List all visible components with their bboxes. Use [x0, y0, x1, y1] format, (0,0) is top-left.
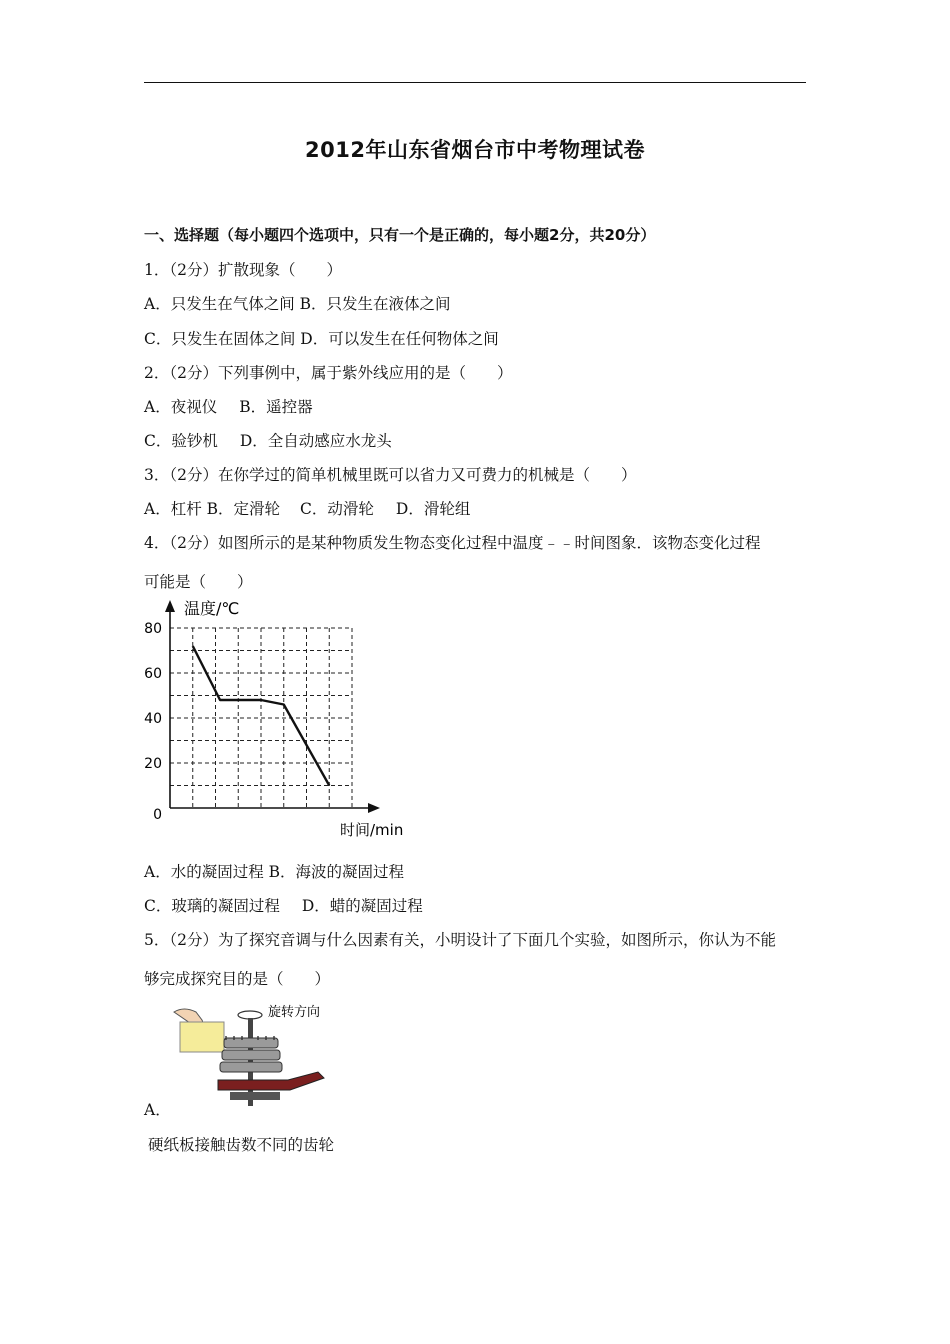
q5-option-a: A． — [144, 1101, 171, 1119]
chart-ylabel: 温度/℃ — [184, 599, 240, 618]
rotation-arrow-icon — [238, 1011, 262, 1019]
q2-option-a: A．夜视仪 — [144, 398, 218, 416]
q4-option-c: C．玻璃的凝固过程 — [144, 897, 280, 915]
gear-stack-icon — [220, 1038, 282, 1072]
q4-options-row2 — [144, 894, 423, 916]
y-tick-label: 0 — [153, 807, 162, 823]
x-axis-arrow-icon — [368, 803, 380, 813]
q4-options-line1: A．水的凝固过程 B．海波的凝固过程 — [144, 863, 405, 881]
q4-stem-line2: 可能是（ ） — [144, 573, 253, 591]
chart-axes — [165, 600, 380, 813]
q5-stem-line1: 5．（2分）为了探究音调与什么因素有关，小明设计了下面几个实验，如图所示，你认为不能 — [144, 931, 776, 949]
temperature-time-chart — [140, 598, 420, 843]
q5-option-a-caption: 硬纸板接触齿数不同的齿轮 — [148, 1136, 335, 1154]
y-tick-label: 60 — [144, 666, 162, 682]
q1-stem: 1．（2分）扩散现象（ ） — [144, 261, 342, 279]
y-tick-label: 80 — [144, 621, 162, 637]
y-tick-label: 40 — [144, 711, 162, 727]
chart-ticks — [144, 621, 162, 823]
q2-option-d: D．全自动感应水龙头 — [239, 432, 392, 450]
q2-option-c: C．验钞机 — [144, 432, 218, 450]
q2-option-b: B．遥控器 — [239, 398, 313, 416]
q4-option-d: D．蜡的凝固过程 — [301, 897, 423, 915]
q3-option-d: D．滑轮组 — [395, 500, 471, 518]
chart-xlabel: 时间/min — [340, 821, 404, 839]
q1-options-line1: A．只发生在气体之间 B．只发生在液体之间 — [144, 295, 451, 313]
q2-options-row2 — [144, 429, 392, 451]
figure-label: 旋转方向 — [268, 1005, 321, 1020]
q3-option-c: C．动滑轮 — [300, 500, 374, 518]
base-icon — [230, 1092, 280, 1100]
q3-options — [144, 497, 470, 519]
card-icon — [180, 1022, 224, 1052]
q3-option-ab: A．杠杆 B．定滑轮 — [144, 500, 281, 518]
crank-base-icon — [218, 1072, 324, 1090]
section-heading: 一、选择题（每小题四个选项中，只有一个是正确的，每小题2分，共20分） — [144, 226, 656, 244]
q2-stem: 2．（2分）下列事例中，属于紫外线应用的是（ ） — [144, 364, 513, 382]
q3-stem: 3．（2分）在你学过的简单机械里既可以省力又可费力的机械是（ ） — [144, 466, 637, 484]
q5-stem-line2: 够完成探究目的是（ ） — [144, 970, 331, 988]
gear-experiment-figure — [168, 1000, 328, 1110]
page-title: 2012年山东省烟台市中考物理试卷 — [305, 138, 645, 162]
q1-options-line2: C．只发生在固体之间 D．可以发生在任何物体之间 — [144, 330, 499, 348]
q2-options-row1 — [144, 395, 313, 417]
y-tick-label: 20 — [144, 756, 162, 772]
y-axis-arrow-icon — [165, 600, 175, 612]
header-rule — [144, 82, 806, 83]
q4-stem-line1: 4．（2分）如图所示的是某种物质发生物态变化过程中温度﹣﹣时间图象．该物态变化过程 — [144, 534, 761, 552]
